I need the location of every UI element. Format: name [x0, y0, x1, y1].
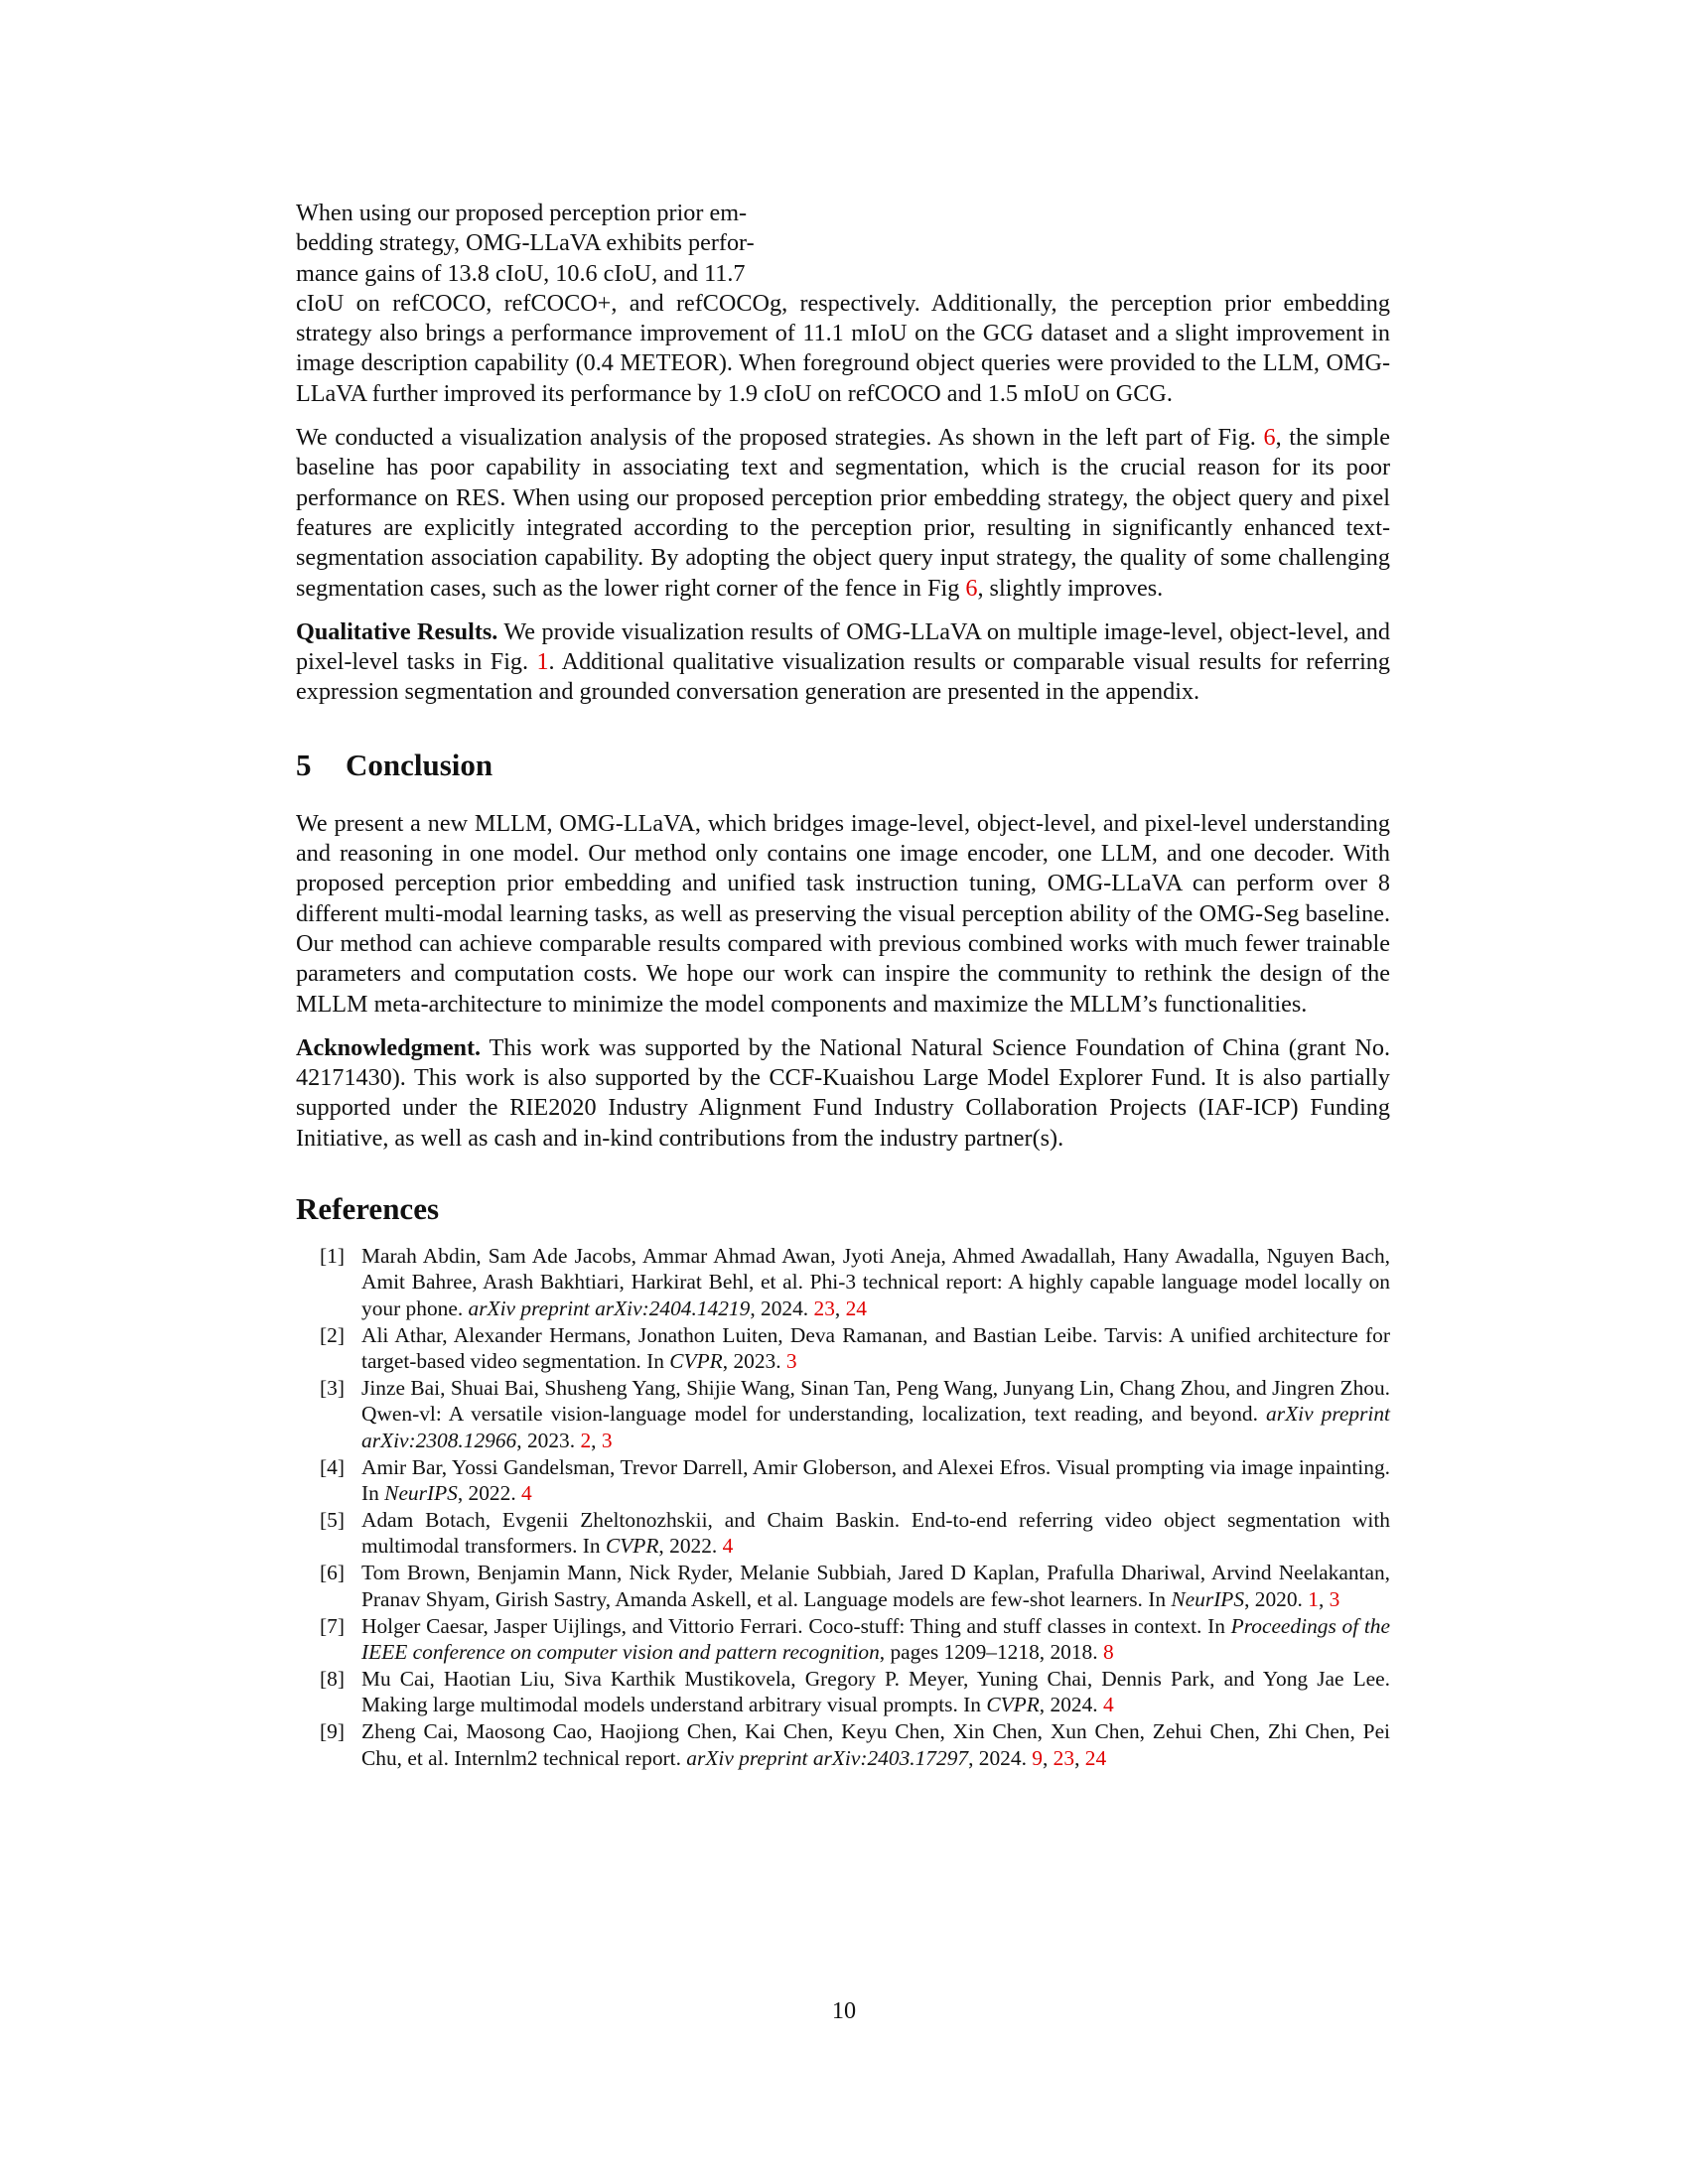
qualitative-text-b: . Additional qualitative visualization results or comparable visual results for referring expression segmentation and grounded conversation generation are presented in the appendix. [296, 648, 1390, 706]
visualization-text-b: , the simple baseline has poor capability in associating text and segmentation, which is the crucial reason for its poor performance on RES. When using our proposed perception prior embedding strategy, the object query and pixel features are explicitly integrated according to the perception prior, resulting in significantly enhanced text-segmentation association capability. By adopting the object query input strategy, the quality of some challenging segmentation cases, such as the lower right corner of the fence in Fig [296, 424, 1390, 602]
reference-authors-title: Marah Abdin, Sam Ade Jacobs, Ammar Ahmad Awan, Jyoti Aneja, Ahmed Awadallah, Hany Awadalla, Nguyen Bach, Amit Bahree, Arash Bakhtiari, Harkirat Behl, et al. Phi-3 technical report: A highly capable language model locally on your phone. [361, 1244, 1390, 1320]
intro-narrow-line: bedding strategy, OMG-LLaVA exhibits perfor- [296, 229, 755, 257]
backref-page-link[interactable]: 9 [1032, 1745, 1043, 1770]
reference-item [296, 1560, 1390, 1612]
reference-item [296, 1454, 1390, 1507]
backref-page-link[interactable]: 1 [1308, 1586, 1319, 1611]
backref-separator: , [1042, 1745, 1054, 1770]
backref-page-link[interactable]: 3 [1329, 1586, 1340, 1611]
intro-rest-text: cIoU on refCOCO, refCOCO+, and refCOCOg, respectively. Additionally, the perception prior embedding strategy also brings a performance improvement of 11.1 mIoU on the GCG dataset and a slight improvement in image description capability (0.4 METEOR). When foreground object queries were provided to the LLM, OMG-LLaVA further improved its performance by 1.9 cIoU on refCOCO and 1.5 mIoU on GCG. [296, 289, 1390, 407]
intro-narrow-line: When using our proposed perception prior em- [296, 200, 748, 226]
backref-page-link[interactable]: 24 [845, 1296, 867, 1320]
reference-year: , 2024. [750, 1296, 814, 1320]
acknowledgment-text: This work was supported by the National Natural Science Foundation of China (grant No. 42171430). This work is also supported by the CCF-Kuaishou Large Model Explorer Fund. It is also partially supported under the RIE2020 Industry Alignment Fund Industry Collaboration Projects (IAF-ICP) Funding Initiative, as well as cash and in-kind contributions from the industry partner(s). [296, 1033, 1390, 1152]
backref-page-link[interactable]: 8 [1102, 1640, 1114, 1665]
reference-index: [9] [320, 1719, 345, 1744]
visualization-text-a: We conducted a visualization analysis of the proposed strategies. As shown in the left part of Fig. [296, 424, 1264, 452]
backref-page-link[interactable]: 23 [813, 1296, 835, 1320]
backref-page-link[interactable]: 23 [1053, 1745, 1075, 1770]
figure-link[interactable]: 1 [536, 648, 549, 676]
reference-venue: CVPR [605, 1534, 659, 1559]
reference-authors-title: Mu Cai, Haotian Liu, Siva Karthik Mustikovela, Gregory P. Meyer, Yuning Chai, Dennis Park, and Yong Jae Lee. Making large multimodal models understand arbitrary visual prompts. In [361, 1667, 1390, 1717]
backref-page-link[interactable]: 2 [580, 1428, 592, 1452]
backref-separator: , [1318, 1586, 1330, 1611]
backref-page-link[interactable]: 24 [1084, 1745, 1107, 1770]
qualitative-paragraph [296, 617, 1390, 708]
backref-page-link[interactable]: 4 [521, 1481, 532, 1506]
reference-index: [1] [320, 1244, 345, 1269]
section-number: 5 [296, 747, 312, 782]
intro-narrow-line: mance gains of 13.8 cIoU, 10.6 cIoU, and 11.7 [296, 259, 746, 287]
reference-authors-title: Adam Botach, Evgenii Zheltonozhskii, and Chaim Baskin. End-to-end referring video object segmentation with multimodal transformers. In [361, 1508, 1390, 1559]
backref-separator: , [834, 1296, 846, 1320]
reference-authors-title: Ali Athar, Alexander Hermans, Jonathon Luiten, Deva Ramanan, and Bastian Leibe. Tarvis: A unified architecture for target-based video segmentation. In [361, 1322, 1390, 1374]
reference-index: [8] [320, 1667, 345, 1692]
reference-venue: arXiv preprint arXiv:2403.17297 [686, 1745, 969, 1770]
reference-authors-title: Holger Caesar, Jasper Uijlings, and Vittorio Ferrari. Coco-stuff: Thing and stuff classes in context. In [361, 1613, 1231, 1638]
visualization-text-c: , slightly improves. [977, 574, 1164, 602]
backref-page-link[interactable]: 3 [601, 1428, 613, 1452]
acknowledgment-paragraph [296, 1033, 1390, 1154]
backref-page-link[interactable]: 4 [1102, 1693, 1114, 1717]
reference-index: [4] [320, 1454, 345, 1479]
reference-year: , 2022. [658, 1534, 723, 1559]
reference-year: , pages 1209–1218, 2018. [879, 1640, 1103, 1665]
reference-venue: CVPR [986, 1693, 1040, 1717]
reference-authors-title: Tom Brown, Benjamin Mann, Nick Ryder, Melanie Subbiah, Jared D Kaplan, Prafulla Dhariwal, Arvind Neelakantan, Pranav Shyam, Girish Sastry, Amanda Askell, et al. Language models are few-shot learners. In [361, 1561, 1390, 1611]
reference-item [296, 1375, 1390, 1453]
reference-year: , 2022. [457, 1481, 522, 1506]
reference-year: , 2024. [968, 1745, 1033, 1770]
reference-item [296, 1322, 1390, 1375]
backref-separator: , [1074, 1745, 1085, 1770]
reference-item [296, 1718, 1390, 1771]
reference-year: , 2023. [722, 1349, 786, 1374]
reference-item [296, 1613, 1390, 1666]
references-list [296, 1243, 1390, 1771]
intro-paragraph [296, 199, 1390, 409]
reference-year: , 2024. [1039, 1693, 1103, 1717]
reference-year: , 2023. [516, 1428, 581, 1452]
reference-index: [5] [320, 1508, 345, 1533]
conclusion-paragraph: We present a new MLLM, OMG-LLaVA, which bridges image-level, object-level, and pixel-level understanding and reasoning in one model. Our method only contains one image encoder, one LLM, and one decoder. With proposed perception prior embedding and unified task instruction tuning, OMG-LLaVA can perform over 8 different multi-modal learning tasks, as well as preserving the visual perception ability of the OMG-Seg baseline. Our method can achieve comparable results compared with previous combined works with much fewer trainable parameters and computation costs. We hope our work can inspire the community to rethink the design of the MLLM meta-architecture to minimize the model components and maximize the MLLM’s functionalities. [296, 809, 1390, 1018]
figure-link[interactable]: 6 [1263, 424, 1276, 452]
reference-index: [6] [320, 1561, 345, 1585]
visualization-paragraph [296, 423, 1390, 604]
section-title: Conclusion [346, 747, 493, 782]
conclusion-heading [296, 746, 1390, 785]
reference-authors-title: Jinze Bai, Shuai Bai, Shusheng Yang, Shijie Wang, Sinan Tan, Peng Wang, Junyang Lin, Chang Zhou, and Jingren Zhou. Qwen-vl: A versatile vision-language model for understanding, localization, text reading, and beyond. [361, 1376, 1390, 1427]
reference-index: [2] [320, 1322, 345, 1347]
acknowledgment-heading: Acknowledgment. [296, 1033, 482, 1061]
reference-venue: arXiv preprint arXiv:2404.14219 [468, 1296, 751, 1320]
backref-page-link[interactable]: 4 [722, 1534, 734, 1559]
paper-page [296, 199, 1390, 1772]
references-heading: References [296, 1191, 440, 1227]
page-number: 10 [831, 1997, 857, 2024]
reference-venue: NeurIPS [1171, 1586, 1245, 1611]
reference-item [296, 1243, 1390, 1321]
reference-authors-title: Zheng Cai, Maosong Cao, Haojiong Chen, Kai Chen, Keyu Chen, Xin Chen, Xun Chen, Zehui Chen, Zhi Chen, Pei Chu, et al. Internlm2 technical report. [361, 1719, 1390, 1770]
reference-venue: NeurIPS [384, 1481, 458, 1506]
qualitative-heading: Qualitative Results. [296, 617, 498, 645]
reference-venue: Proceedings of the IEEE conference on computer vision and pattern recognition [361, 1613, 1390, 1665]
backref-separator: , [591, 1428, 602, 1452]
figure-link[interactable]: 6 [965, 574, 978, 602]
backref-page-link[interactable]: 3 [785, 1349, 797, 1374]
reference-venue: arXiv preprint arXiv:2308.12966 [361, 1402, 1390, 1452]
reference-item [296, 1666, 1390, 1718]
reference-index: [7] [320, 1613, 345, 1638]
reference-index: [3] [320, 1376, 345, 1401]
reference-year: , 2020. [1244, 1586, 1309, 1611]
reference-venue: CVPR [669, 1349, 723, 1374]
reference-item [296, 1507, 1390, 1560]
qualitative-text-a: We provide visualization results of OMG-LLaVA on multiple image-level, object-level, and pixel-level tasks in Fig. [296, 617, 1390, 676]
reference-authors-title: Amir Bar, Yossi Gandelsman, Trevor Darrell, Amir Globerson, and Alexei Efros. Visual prompting via image inpainting. In [361, 1454, 1390, 1506]
